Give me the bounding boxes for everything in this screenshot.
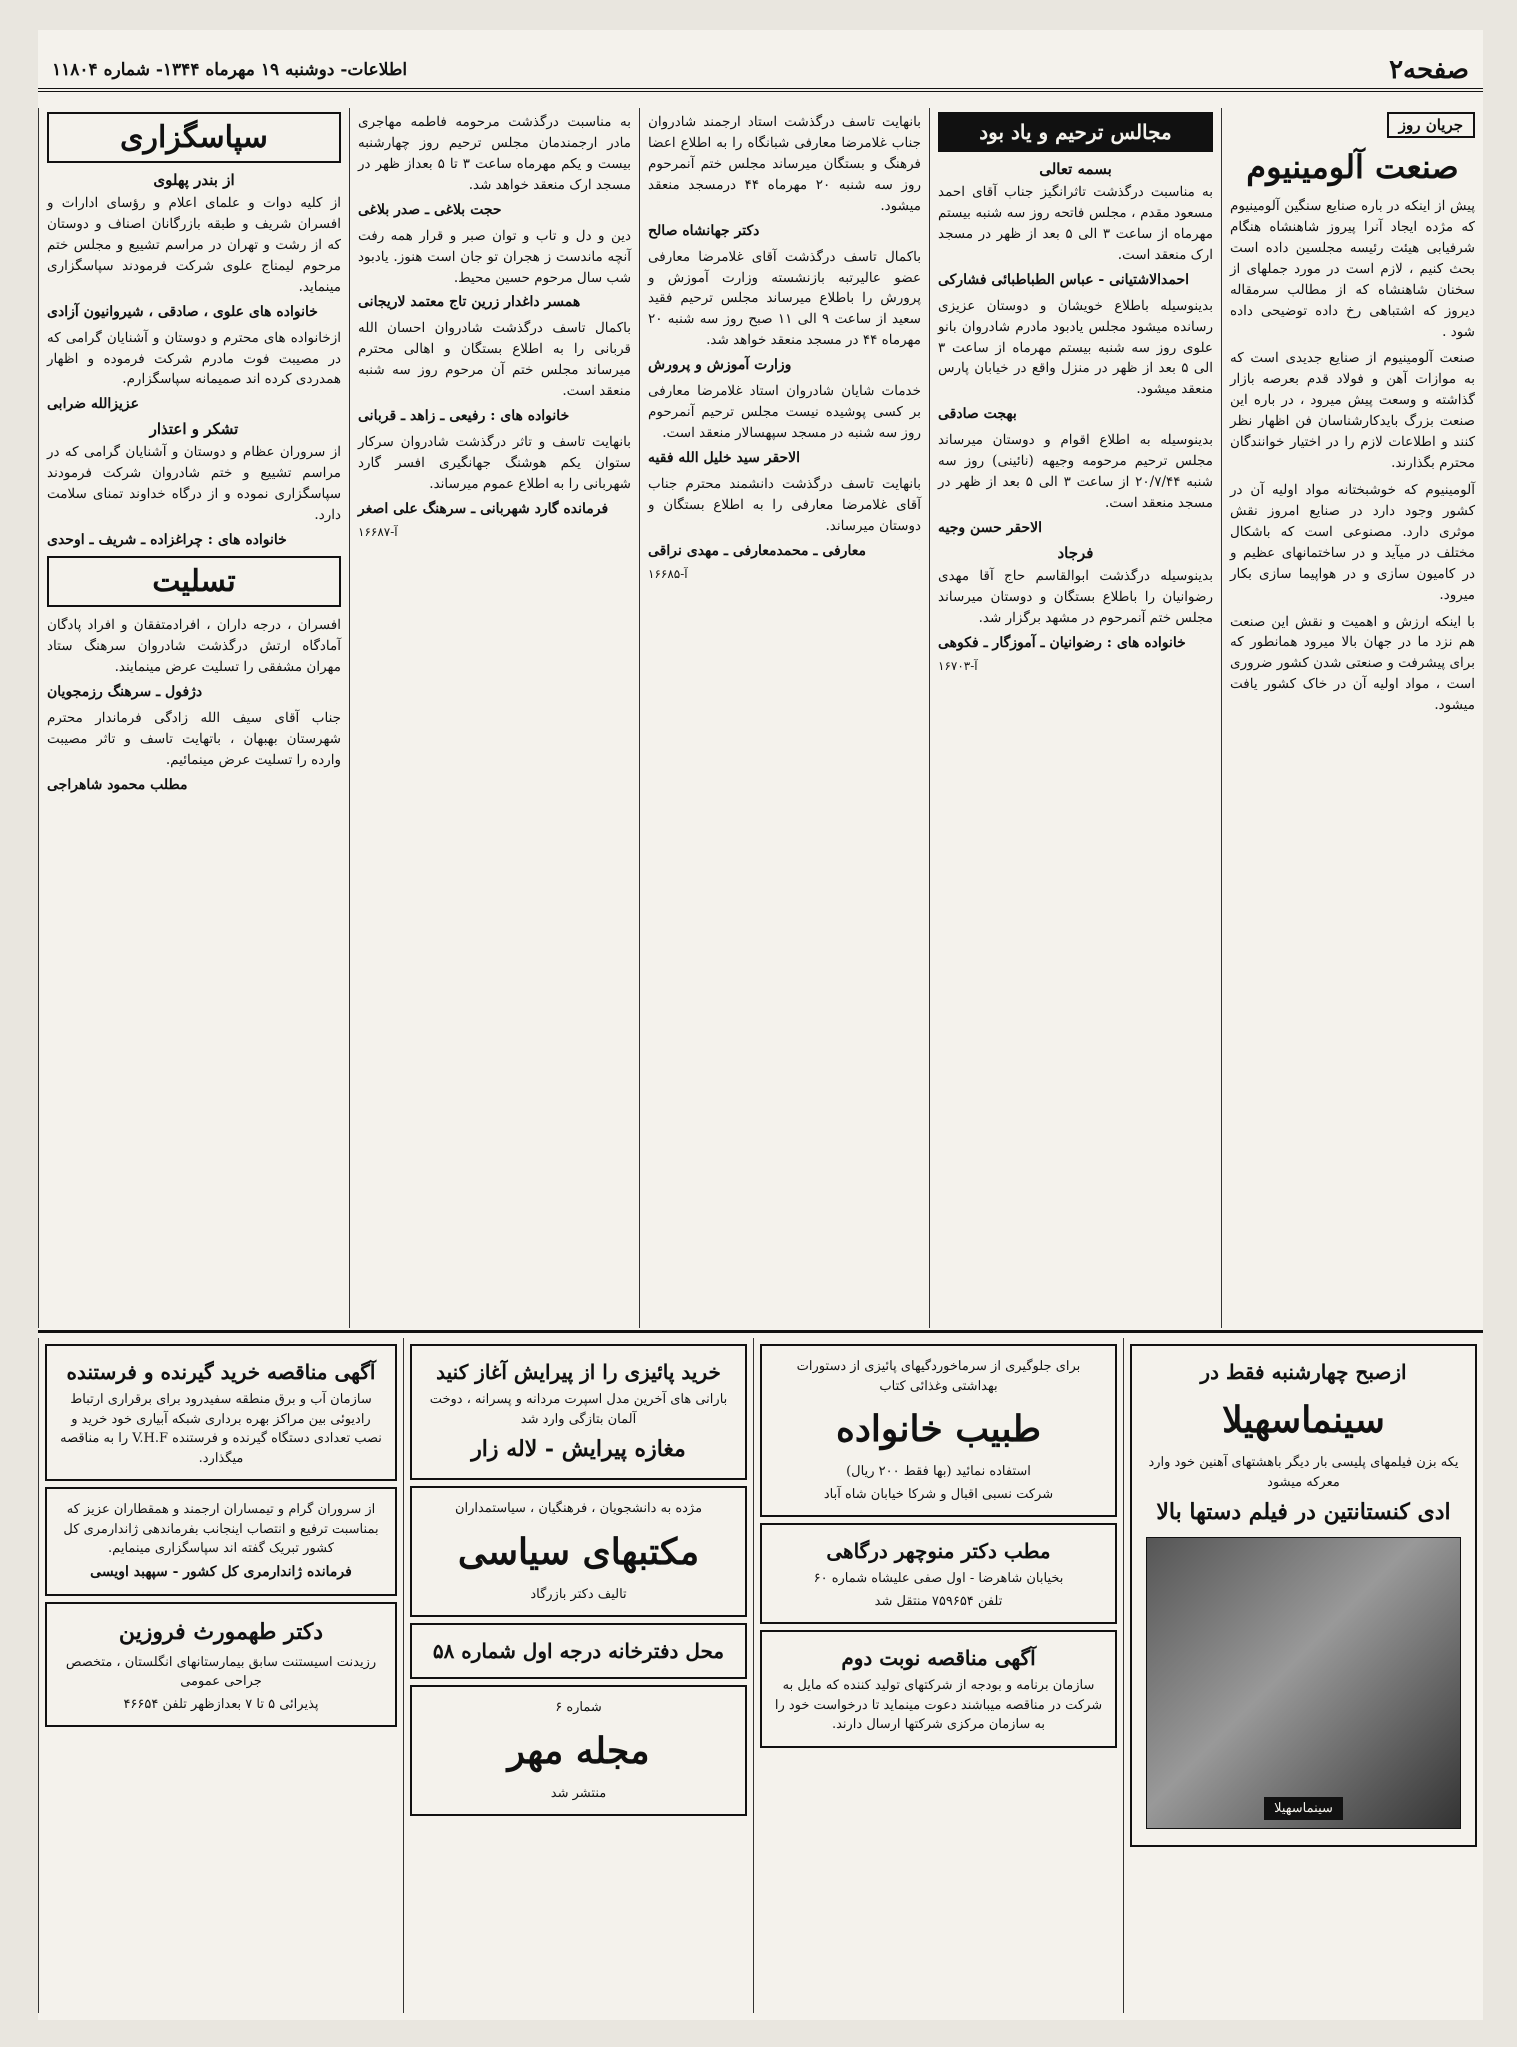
- movie-caption: سینماسهیلا: [1264, 1797, 1343, 1820]
- magazine-name: مجله مهر: [507, 1729, 650, 1772]
- item-text: بدینوسیله باطلاع خویشان و دوستان عزیزی رسانده میشود مجلس یادبود مادرم شادروان بانو علوی روز سه شنبه بیستم مهرماه از ساعت ۳ الی ۵ بعد از ظهر در منزل واقع در خیابان پارس منعقد میشود.: [938, 297, 1213, 398]
- tender-ad: [760, 1630, 1117, 1748]
- ad-column-c: [403, 1338, 753, 2013]
- item-text: باکمال تاسف درگذشت آقای غلامرضا معارفی عضو عالیرتبه بازنشسته وزارت آموزش و پرورش را باطلاع میرساند مجلس ترحیم فقید سعید از ساعت ۹ الی ۱۱ صبح روز سه شنبه ۲۰ مهرماه ۴۴ در مسجد منعقد خواهد شد.: [648, 248, 921, 349]
- item-text: افسران ، درجه داران ، افرادمتفقان و افراد پادگان آمادگاه ارتش درگذشت شادروان سرهنگ ستاد مهران مشفقی را تسلیت عرض مینمایند.: [47, 617, 341, 675]
- item-signature: خانواده های علوی ، صادقی ، شیروانیون آزادی: [47, 303, 318, 320]
- salon-sub: بارانی های آخرین مدل اسپرت مردانه و پسرانه ، دوخت آلمان بتازگی وارد شد: [429, 1392, 728, 1427]
- item-text: بانهایت تاسف درگذشت استاد ارجمند شادروان جناب غلامرضا معارفی شبانگاه را به اطلاع اعضا فرهنگ و بستگان میرساند مجلس ختم آنمرحوم روز سه شنبه ۲۰ مهرماه ۴۴ درمسجد منعقد میشود.: [648, 114, 921, 214]
- masthead: [38, 52, 1483, 92]
- book-price: استفاده نمائید (بها فقط ۲۰۰ ریال): [846, 1464, 1031, 1479]
- surgeon-ad: [45, 1602, 397, 1728]
- ad-code: آ-۱۶۶۸۷: [358, 524, 398, 539]
- thanks-ad: [45, 1487, 397, 1596]
- item-heading: از بندر پهلوی: [153, 171, 235, 189]
- doctor-name: مطب دکتر منوچهر درگاهی: [826, 1539, 1051, 1563]
- doctor-ad: [760, 1523, 1117, 1624]
- page-number: صفحه۲: [1389, 55, 1469, 85]
- item-signature: خانواده های : چراغزاده ـ شریف ـ اوحدی: [47, 532, 287, 549]
- marriage-office-ad: [410, 1623, 747, 1679]
- item-signature: الاحقر سید خلیل الله فقیه: [648, 449, 801, 466]
- column-jaryan-rooz: [1221, 108, 1483, 1328]
- item-signature: همسر داغدار زرین تاج معتمد لاریجانی: [358, 294, 581, 311]
- surgeon-name: دکتر طهمورث فروزین: [118, 1618, 324, 1645]
- item-text: بدینوسیله به اطلاع اقوام و دوستان میرساند مجلس ترحیم مرحومه وجیهه (نائینی) روز سه شنبه ۲۰/۷/۴۴ از ساعت ۳ الی ۵ بعد از ظهر در مسجد منعقد است.: [938, 432, 1213, 512]
- paragraph: با اینکه ارزش و اهمیت و نقش این صنعت هم نزد ما در جهان بالا میرود همانطور که برای پیشرفت و صنعتی شدن کشور ضروری است ، مواد اولیه آن در خاک کشور یافت میشود.: [1230, 613, 1475, 714]
- salon-text: خرید پائیزی را از پیرایش آغاز کنید: [436, 1360, 721, 1384]
- political-author: تالیف دکتر بازرگاد: [530, 1586, 627, 1602]
- item-heading: تشکر و اعتذار: [149, 420, 239, 439]
- cinema-ad: [1130, 1344, 1477, 1847]
- item-text: خدمات شایان شادروان استاد غلامرضا معارفی بر کسی پوشیده نیست مجلس ترحیم آنمرحوم روز سه شنبه در مسجد سپهسالار منعقد است.: [648, 383, 921, 442]
- column-majales: [929, 108, 1221, 1328]
- magazine-ad: [410, 1685, 747, 1816]
- political-book-ad: [410, 1486, 747, 1617]
- item-text: دین و دل و تاب و توان صبر و قرار همه رفت آنچه ماندست ز هجران تو جان است هنوز. یادبود شب سال مرحوم حسین محیط.: [358, 227, 631, 286]
- column-3: [639, 108, 929, 1328]
- column-4: [349, 108, 639, 1328]
- paragraph: آلومینیوم که خوشبختانه مواد اولیه آن در کشور وجود دارد در صنایع امروز نقش موثری دارد. مصنوعی است که باشکال مختلف در میآید و در ساختمانهای عظیم و در کامیون سازی و در هواپیما سازی بکار میرود.: [1230, 481, 1475, 603]
- item-signature: دکتر جهانشاه صالح: [648, 222, 760, 239]
- item-text: باکمال تاسف درگذشت شادروان احسان الله قربانی را به اطلاع بستگان و اهالی محترم میرساند مجلس ختم آن مرحوم روز سه شنبه منعقد است.: [358, 320, 631, 400]
- ad-code: آ-۱۶۷۰۳: [938, 658, 978, 673]
- cinema-sub: یکه بزن فیلمهای پلیسی بار دیگر باهشتهای آهنین خود وارد معرکه میشود: [1148, 1455, 1459, 1490]
- item-signature: وزارت آموزش و پرورش: [648, 357, 792, 374]
- ad-column-b: [753, 1338, 1123, 2013]
- item-text: جناب آقای سیف الله زادگی فرماندار محترم شهرستان بهبهان ، باتهایت تاسف و تاثر مصیبت وارده را تسلیت عرض مینمائیم.: [47, 709, 341, 768]
- doctor-phone: تلفن ۷۵۹۶۵۴ منتقل شد: [874, 1593, 1003, 1609]
- item-signature: عزیزالله ضرابی: [47, 396, 139, 413]
- political-name: مکتبهای سیاسی: [457, 1530, 700, 1573]
- tender-title: آگهی مناقصه نوبت دوم: [841, 1646, 1036, 1670]
- magazine-sub: منتشر شد: [550, 1785, 607, 1801]
- item-text: به مناسبت درگذشت تاثرانگیز جناب آقای احمد مسعود مقدم ، مجلس فاتحه روز سه شنبه بیستم مهرماه از ساعت ۳ الی ۵ بعد از ظهر در مسجد ارک منعقد است.: [938, 184, 1214, 263]
- movie-title: ادی کنستانتین در فیلم دستها بالا: [1156, 1499, 1451, 1525]
- item-text: به مناسبت درگذشت مرحومه فاطمه مهاجری مادر ارجمندمان مجلس ترحیم روز چهارشنبه بیست و یکم مهرماه ساعت ۳ تا ۵ بعداز ظهر در مسجد ارک منعقد خواهد شد.: [358, 114, 632, 193]
- tender2-title: آگهی مناقصه خرید گیرنده و فرستنده: [66, 1360, 376, 1384]
- item-text: از کلیه دوات و علمای اعلام و رؤسای ادارات و افسران شریف و طبقه بازرگانان اصناف و دوستان که از رشت و تهران در مراسم تشییع و مجلس ختم مرحوم لیمناج علوی شرکت فرمودند سپاسگزاری مینماید.: [47, 195, 341, 295]
- item-signature: دژفول ـ سرهنگ رزمجویان: [47, 683, 203, 700]
- item-heading: بسمه تعالی: [1039, 160, 1112, 178]
- newspaper-page: [38, 30, 1483, 2020]
- item-text: ازخانواده های محترم و دوستان و آشنایان گرامی که در مصیبت فوت مادرم شرکت فرموده و اظهار همدردی کرده اند صمیمانه سپاسگزارم.: [47, 329, 341, 388]
- item-text: بانهایت تاسف درگذشت دانشمند محترم جناب آقای غلامرضا معارفی را به اطلاع بستگان و دوستان میرساند.: [648, 475, 921, 534]
- tender-text: سازمان برنامه و بودجه از شرکتهای تولید کننده که مایل به شرکت در مناقصه میباشند دعوت مینماید تا درخواست خود را به سازمان مرکزی شرکتها ارسال دارند.: [774, 1678, 1103, 1732]
- thanks-text: از سروران گرام و تیمساران ارجمند و همقطاران عزیز که بمناسبت ترفیع و انتصاب اینجانب بفرماندهی ژاندارمری کل کشور تبریک گفته اند سپاسگزاری مینمایم.: [63, 1502, 379, 1556]
- book-intro: برای جلوگیری از سرماخوردگیهای پائیزی از دستورات بهداشتی وغذائی کتاب: [796, 1359, 1081, 1394]
- book-name: طبیب خانواده: [836, 1408, 1041, 1450]
- cinema-header: ازصبح چهارشنبه فقط در: [1200, 1360, 1407, 1384]
- political-intro: مژده به دانشجویان ، فرهنگیان ، سیاستمداران: [454, 1501, 703, 1516]
- headline: صنعت آلومینیوم: [1246, 148, 1459, 186]
- item-signature: معارفی ـ محمدمعارفی ـ مهدی نراقی: [648, 542, 866, 559]
- item-signature: بهجت صادقی: [938, 406, 1017, 423]
- item-signature: خانواده های : رضوانیان ـ آموزگار ـ فکوهی: [938, 634, 1186, 651]
- issue-line: اطلاعات- دوشنبه ۱۹ مهرماه ۱۳۴۴- شماره ۱۱۸۰۴: [52, 60, 408, 80]
- item-signature: حجت بلاغی ـ صدر بلاغی: [358, 201, 502, 218]
- salon-name: مغازه پیرایش - لاله زار: [471, 1436, 686, 1462]
- thanks-signature: فرمانده ژاندارمری کل کشور - سپهبد اویسی: [90, 1563, 352, 1580]
- item-heading: فرجاد: [1057, 543, 1094, 562]
- radio-tender-ad: [45, 1344, 397, 1481]
- item-signature: فرمانده گارد شهربانی ـ سرهنگ علی اصغر: [358, 500, 609, 517]
- item-text: از سروران عظام و دوستان و آشنایان گرامی که در مراسم تشییع و ختم شادروان شرکت فرمودند سپاسگزاری نموده و از درگاه خداوند تمنای سلامت دارد.: [47, 444, 341, 524]
- marriage-office: محل دفترخانه درجه اول شماره ۵۸: [432, 1639, 725, 1663]
- item-text: بدینوسیله درگذشت ابوالقاسم حاج آقا مهدی رضوانیان را باطلاع بستگان و دوستان میرساند مجلس ختم آنمرحوم در مشهد برگزار شد.: [938, 567, 1213, 626]
- surgeon-desc: رزیدنت اسیستنت سابق بیمارستانهای انگلستان ، متخصص جراحی عمومی: [65, 1654, 377, 1689]
- ad-column-d: [38, 1338, 403, 2013]
- item-signature: مطلب محمود شاهراجی: [47, 776, 188, 793]
- paragraph: صنعت آلومینیوم از صنایع جدیدی است که به موازات آهن و فولاد قدم بعرصه بازار گذاشته و وسعت پیش میرود ، در باره این صنعت بزرگ بایدکارشناسان فن اظهار نظر کنند و اطلاعات لازم را در اختیار خوانندگان محترم بگذارند.: [1230, 350, 1475, 472]
- section-title: مجالس ترحیم و یاد بود: [938, 112, 1213, 152]
- section-label: جریان روز: [1387, 112, 1475, 138]
- paragraph: پیش از اینکه در باره صنایع سنگین آلومینیوم که مژده ایجاد آنرا پیروز شاهنشاه هنگام شرفیابی هیئت رئیسه مجلسین داده است بحث کنیم ، لازم است در مورد جملهای از سخنان شاهنشاه که از مطالب سرمقاله دیروز که اشتباهی رخ داده توضیحی داده شود .: [1230, 198, 1475, 340]
- ad-code: آ-۱۶۶۸۵: [648, 566, 688, 581]
- column-sepas-taslit: [38, 108, 349, 1328]
- cinema-name: سینماسهیلا: [1222, 1399, 1385, 1441]
- item-signature: الاحقر حسن وجیه: [938, 519, 1043, 536]
- magazine-issue: شماره ۶: [555, 1700, 602, 1715]
- salon-ad: [410, 1344, 747, 1480]
- surgeon-phone: پذیرائی ۵ تا ۷ بعدازظهر تلفن ۴۶۶۵۴: [123, 1696, 319, 1712]
- doctor-address: بخیابان شاهرضا - اول صفی علیشاه شماره ۶۰: [813, 1571, 1064, 1586]
- book-publisher: شرکت نسبی اقبال و شرکا خیابان شاه آباد: [823, 1486, 1054, 1502]
- item-signature: خانواده های : رفیعی ـ زاهد ـ قربانی: [358, 408, 570, 425]
- taslit-title: تسلیت: [47, 556, 341, 607]
- tender2-text: سازمان آب و برق منطقه سفیدرود برای برقراری ارتباط رادیوئی بین مراکز بهره برداری شبکه آبیاری خود خرید و نصب تعدادی دستگاه گیرنده و فرستنده V.H.F را به مناقصه میگذارد.: [60, 1392, 382, 1466]
- ad-column-cinema: [1123, 1338, 1483, 2013]
- book-ad: [760, 1344, 1117, 1517]
- ads-divider: [38, 1330, 1483, 1333]
- movie-photo: [1146, 1537, 1461, 1829]
- item-text: بانهایت تاسف و تاثر درگذشت شادروان سرکار ستوان یکم هوشنگ جهانگیری افسر گارد شهربانی را به اطلاع عموم میرساند.: [358, 434, 631, 492]
- item-signature: احمدالاشتیانی - عباس الطباطبائی فشارکی: [938, 271, 1189, 288]
- sepas-title: سپاسگزاری: [47, 112, 341, 163]
